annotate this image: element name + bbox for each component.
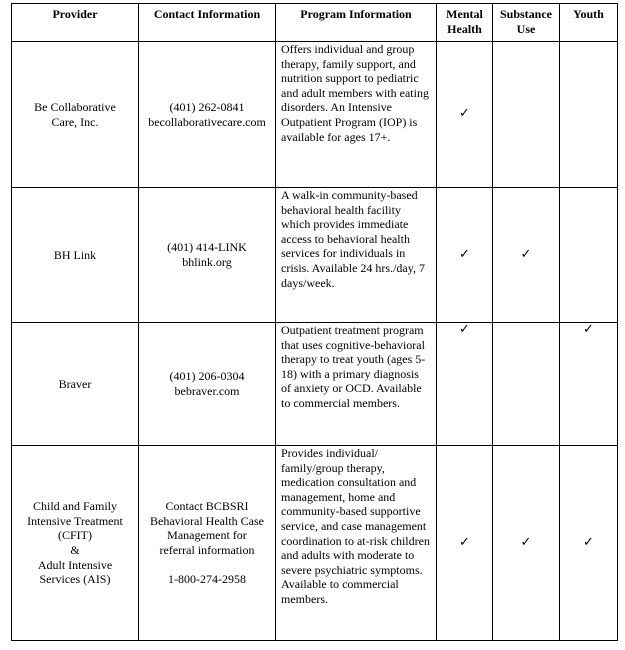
checkmark-icon: ✓ (520, 534, 532, 550)
table-row (12, 188, 618, 323)
header-row (12, 4, 618, 42)
contact-line: (401) 414-LINK (167, 240, 247, 255)
provider-name-line: & (70, 543, 80, 557)
substance-use-cell (493, 42, 560, 188)
checkmark-icon: ✓ (583, 534, 594, 550)
provider-name-line: BH Link (53, 247, 97, 262)
youth-cell (560, 42, 618, 188)
contact-cell (139, 323, 276, 446)
header-provider: Provider (12, 4, 139, 42)
program-cell: Provides individual/ family/group therapy, medication consultation and management, home and community-based supportive service, and case management coordination to at-risk children and adults with moderate to severe psychiatric symptoms. Available to commercial members. (276, 446, 437, 641)
checkmark-icon: ✓ (520, 246, 532, 262)
substance-use-cell (493, 323, 560, 446)
program-cell: Outpatient treatment program that uses cognitive-behavioral therapy to treat youth (ages 5-18) with a primary diagnosis of anxiety or OCD. Available to commercial members. (276, 323, 437, 446)
program-cell: A walk-in community-based behavioral health facility which provides immediate access to behavioral health services for individuals in crisis. Available 24 hrs./day, 7 days/week. (276, 188, 437, 323)
mental-health-cell (437, 42, 493, 188)
youth-cell (560, 446, 618, 641)
mental-health-cell (437, 323, 493, 446)
contact-line: (401) 262-0841 (169, 99, 245, 114)
checkmark-icon: ✓ (459, 322, 470, 337)
provider-name-line: Be Collaborative (34, 99, 116, 114)
provider-name-line: Child and Family (33, 499, 117, 514)
header-substance-line-1: Substance (499, 7, 552, 21)
mental-health-cell (437, 188, 493, 323)
header-program: Program Information (276, 4, 437, 42)
table-row (12, 42, 618, 188)
mental-health-cell (437, 446, 493, 641)
contact-line: (401) 206-0304 (169, 369, 245, 384)
contact-line: bhlink.org (182, 255, 232, 269)
header-contact: Contact Information (139, 4, 276, 42)
contact-line: bebraver.com (174, 384, 240, 398)
checkmark-icon: ✓ (459, 106, 470, 122)
table-row (12, 446, 618, 641)
youth-cell (560, 323, 618, 446)
provider-cell (12, 446, 139, 641)
provider-name-line: Adult Intensive (37, 557, 113, 572)
provider-cell (12, 323, 139, 446)
table-row (12, 323, 618, 446)
contact-line: Behavioral Health Case (150, 513, 264, 528)
youth-cell (560, 188, 618, 323)
contact-line: Contact BCBSRI (165, 499, 249, 514)
provider-table (11, 3, 618, 641)
contact-line: 1-800-274-2958 (168, 572, 246, 587)
program-cell: Offers individual and group therapy, family support, and nutrition support to pediatric and adult members with eating disorders. An Intensive Outpatient Program (IOP) is available for ages 17+. (276, 42, 437, 188)
header-substance-use (493, 4, 560, 42)
header-mental-line-2: Health (447, 21, 482, 36)
provider-name-line: Services (AIS) (39, 572, 111, 587)
contact-line: Management for (167, 528, 247, 543)
checkmark-icon: ✓ (583, 322, 594, 337)
substance-use-cell (493, 188, 560, 323)
contact-line: referral information (159, 543, 255, 557)
contact-line: becollaborativecare.com (148, 114, 266, 129)
header-substance-line-2: Use (516, 21, 536, 36)
contact-cell (139, 42, 276, 188)
contact-cell (139, 446, 276, 641)
provider-cell (12, 42, 139, 188)
contact-spacer (144, 558, 270, 573)
header-youth: Youth (560, 4, 618, 42)
header-mental-line-1: Mental (446, 7, 483, 21)
contact-cell (139, 188, 276, 323)
provider-name-line: (CFIT) (58, 528, 92, 543)
provider-cell (12, 188, 139, 323)
provider-name-line: Care, Inc. (51, 114, 99, 129)
checkmark-icon: ✓ (459, 534, 470, 550)
substance-use-cell (493, 446, 560, 641)
checkmark-icon: ✓ (459, 246, 470, 262)
provider-name-line: Braver (58, 376, 92, 391)
header-mental-health (437, 4, 493, 42)
provider-name-line: Intensive Treatment (27, 513, 123, 528)
